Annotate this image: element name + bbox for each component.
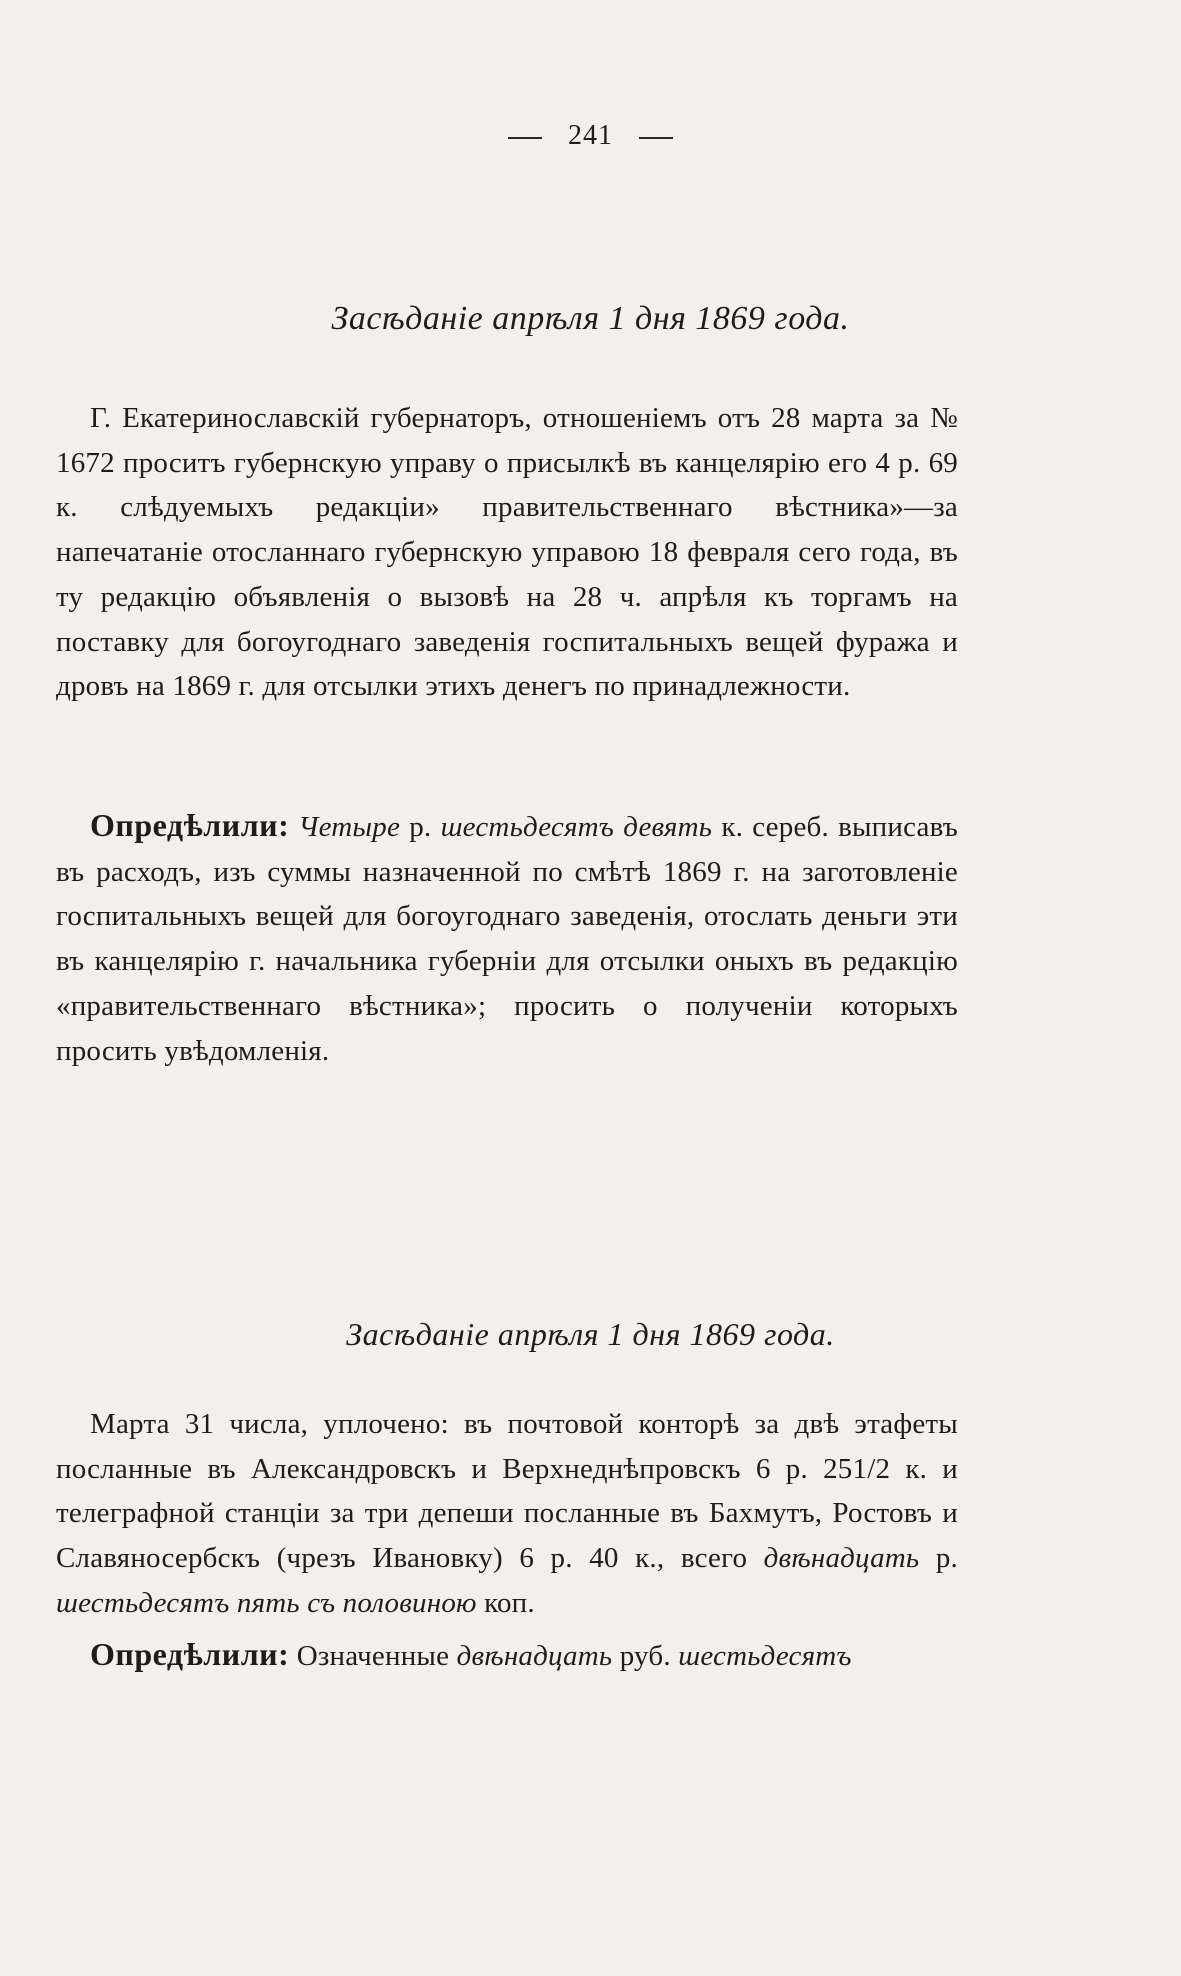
section1-paragraph (56, 396, 958, 709)
resolution-r-1: р. (409, 811, 432, 843)
section2-resolution-italic-1: двѣнадцать (456, 1640, 613, 1672)
session-title-1: Засѣданіе апрѣля 1 дня 1869 года. (331, 300, 850, 337)
resolution-rest-1: к. сереб. выписавъ въ расходъ, изъ суммы назначенной по смѣтѣ 1869 г. на заготовленіе госпитальныхъ вещей для богоугоднаго заведенія, отослать деньги эти въ канцелярію г. начальника губерніи для отсылки оныхъ въ редакцію «правительственнаго вѣстника»; просить о полученіи которыхъ просить увѣдомленія. (56, 811, 958, 1067)
section2-paragraph-text (56, 1402, 958, 1626)
section2-amount-italic-1: двѣнадцать (763, 1542, 920, 1575)
resolution-label-1: Опредѣлили: (90, 807, 290, 843)
header-dash-left (508, 137, 542, 139)
section2-paragraph (56, 1402, 958, 1626)
resolution-amount-word-1: Четыре (298, 811, 401, 843)
section1-resolution (56, 803, 958, 1073)
section2-amount-italic-2: шестьдесятъ пять съ половиною (56, 1586, 477, 1619)
page-number: 241 (568, 120, 613, 151)
section2-amount-r: р. (919, 1542, 958, 1575)
resolution-amount-word-2: шестьдесятъ девять (440, 811, 713, 843)
section2-resolution-italic-2: шестьдесятъ (678, 1640, 852, 1672)
section2-resolution (56, 1632, 958, 1679)
section2-amount-kop: коп. (476, 1586, 535, 1619)
section2-resolution-text (56, 1632, 958, 1679)
section2-text-part2: к. и телеграфной станціи за три депеши посланные въ Бахмутъ, Ростовъ и Славяносербскъ (чрезъ Ивановку) 6 р. 40 к., всего (56, 1452, 959, 1575)
section1-resolution-text (56, 803, 958, 1073)
section1-paragraph-text: Г. Екатеринославскій губернаторъ, отношеніемъ отъ 28 марта за № 1672 проситъ губернскую управу о присылкѣ въ канцелярію его 4 р. 69 к. слѣдуемыхъ редакціи» правительственнаго вѣстника»—за напечатаніе отосланнаго губернскую управою 18 февраля сего года, въ ту редакцію объявленія о вызовѣ на 28 ч. апрѣля къ торгамъ на поставку для богоугоднаго заведенія госпитальныхъ вещей фуража и дровъ на 1869 г. для отсылки этихъ денегъ по принадлежности. (56, 402, 958, 703)
header-dash-right (639, 137, 673, 139)
session-title-2: Засѣданіе апрѣля 1 дня 1869 года. (346, 1316, 835, 1352)
section2-text-part1: Марта 31 числа, уплочено: въ почтовой конторѣ за двѣ этафеты посланные въ Александровскъ и Верхнеднѣпровскъ 6 р. 25 (56, 1408, 958, 1485)
page-header (0, 120, 1181, 152)
section2-fraction: 1/2 (852, 1452, 891, 1485)
section2-resolution-rub: руб. (612, 1640, 679, 1672)
section2-resolution-text-1: Означенные (296, 1640, 457, 1672)
resolution-label-2: Опредѣлили: (90, 1636, 290, 1672)
